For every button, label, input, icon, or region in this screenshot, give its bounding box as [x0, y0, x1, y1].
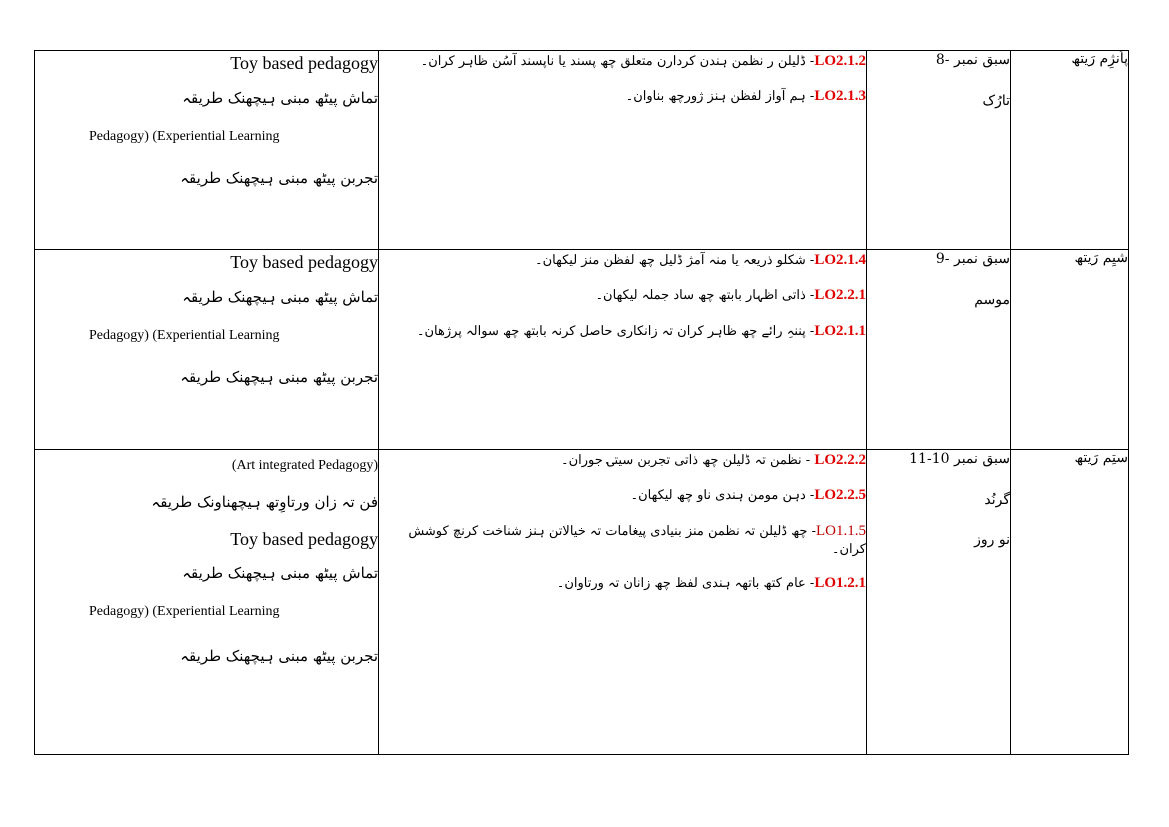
- outcome-item: [379, 521, 866, 559]
- outcome-code: LO2.2.5: [814, 487, 866, 504]
- outcome-item: [379, 250, 866, 270]
- outcome-item: [379, 285, 866, 305]
- pedagogy-line: Pedagogy) (Experiential Learning: [89, 128, 280, 144]
- pedagogy-line: Toy based pedagogy: [230, 528, 378, 549]
- learning-outcomes-cell: [379, 51, 867, 250]
- pedagogy-line: (Art integrated Pedagogy): [231, 458, 378, 473]
- outcome-code: LO2.1.3: [814, 88, 866, 105]
- table-row: [35, 250, 1129, 450]
- outcome-text: - چھ ڈلیلن تہ نظمن منز بنیادی پیغامات تہ خیالاتن ہنز شناخت کرنچ کوشش کران۔: [408, 523, 866, 557]
- lesson-plan-table: [34, 50, 1129, 755]
- pedagogy-line: تماش پیٹھ مبنی ہیچھنک طریقہ: [182, 564, 378, 583]
- lesson-cell: [867, 450, 1011, 755]
- pedagogy-line: Toy based pedagogy: [230, 252, 378, 272]
- outcome-text: - ڈلیلن ر نظمن ہندن کردارن متعلق چھ پسند یا ناپسند آسُن ظاہر کران۔: [420, 54, 815, 69]
- lesson-name-extra: نو روز: [974, 531, 1010, 548]
- month-name: شیِم رَیتھ: [1074, 250, 1128, 266]
- pedagogy-line: Toy based pedagogy: [230, 53, 378, 73]
- outcome-text: - ذاتی اظہار بابتھ چھ ساد جملہ لیکھان۔: [595, 288, 815, 304]
- lesson-cell: [867, 250, 1011, 450]
- outcome-item: [379, 450, 866, 470]
- pedagogy-line: فن تہ زان ورتاوِتھ ہیچھناونک طریقہ: [151, 492, 378, 511]
- month-name: پاَنژِم رَیتھ: [1071, 51, 1128, 67]
- outcome-text: - ہم آواز لفظن ہنز ژورچھ بناوان۔: [625, 89, 815, 105]
- outcome-code: LO2.1.2: [814, 53, 866, 69]
- outcome-text: - شکلو ذریعہ یا منہ آمژ ڈلیل چھ لفظن منز لیکھان۔: [534, 253, 815, 268]
- outcome-text: - پننہِ رائے چھ ظاہر کران تہ زانکاری حاصل کرنہ بابتھ چھ سوالہ پرژھان۔: [416, 323, 815, 339]
- pedagogy-cell: [35, 250, 379, 450]
- learning-outcomes-cell: [379, 450, 867, 755]
- lesson-name: تارُک: [982, 92, 1010, 109]
- outcome-text: - عام کتھ باتھہ ہندی لفظ چھ زانان تہ ورتاوان۔: [556, 576, 815, 592]
- outcome-code: LO2.1.4: [814, 252, 866, 268]
- pedagogy-line: تجربن پیٹھ مبنی ہیچھنک طریقہ: [180, 169, 378, 188]
- pedagogy-line: تجربن پیٹھ مبنی ہیچھنک طریقہ: [180, 647, 378, 666]
- table-row: [35, 51, 1129, 250]
- outcome-item: [379, 51, 866, 71]
- pedagogy-line: تماش پیٹھ مبنی ہیچھنک طریقہ: [182, 88, 378, 107]
- outcome-text: - دہن مومن ہندی ناو چھ لیکھان۔: [630, 488, 815, 504]
- lesson-number: سبق نمبر -8: [935, 52, 1010, 68]
- lesson-cell: [867, 51, 1011, 250]
- table-row: [35, 450, 1129, 755]
- lesson-number: سبق نمبر 10-11: [909, 451, 1010, 467]
- outcome-code: LO2.1.1: [814, 322, 866, 339]
- pedagogy-line: تماش پیٹھ مبنی ہیچھنک طریقہ: [182, 287, 378, 306]
- pedagogy-cell: [35, 450, 379, 755]
- outcome-item: [379, 485, 866, 505]
- lesson-name: گرنُد: [984, 491, 1010, 508]
- month-cell: [1011, 51, 1129, 250]
- pedagogy-line: تجربن پیٹھ مبنی ہیچھنک طریقہ: [180, 368, 378, 387]
- pedagogy-line: Pedagogy) (Experiential Learning: [89, 604, 280, 620]
- outcome-text: - نظمن تہ ڈلیلن چھ ذاتی تجربن سیتۍ جوران۔: [560, 453, 815, 468]
- outcome-code: LO2.2.2: [814, 452, 866, 468]
- outcome-code: LO1.2.1: [814, 575, 866, 592]
- pedagogy-cell: [35, 51, 379, 250]
- month-cell: [1011, 450, 1129, 755]
- pedagogy-line: Pedagogy) (Experiential Learning: [89, 327, 280, 343]
- outcome-item: [379, 86, 866, 106]
- lesson-name: موسم: [974, 291, 1010, 308]
- learning-outcomes-cell: [379, 250, 867, 450]
- outcome-code: LO1.1.5: [816, 522, 866, 539]
- outcome-code: LO2.2.1: [814, 287, 866, 304]
- outcome-item: [379, 573, 866, 593]
- lesson-number: سبق نمبر -9: [935, 251, 1010, 267]
- month-name: ستِم رَیتھ: [1074, 450, 1128, 466]
- outcome-item: [379, 321, 866, 341]
- month-cell: [1011, 250, 1129, 450]
